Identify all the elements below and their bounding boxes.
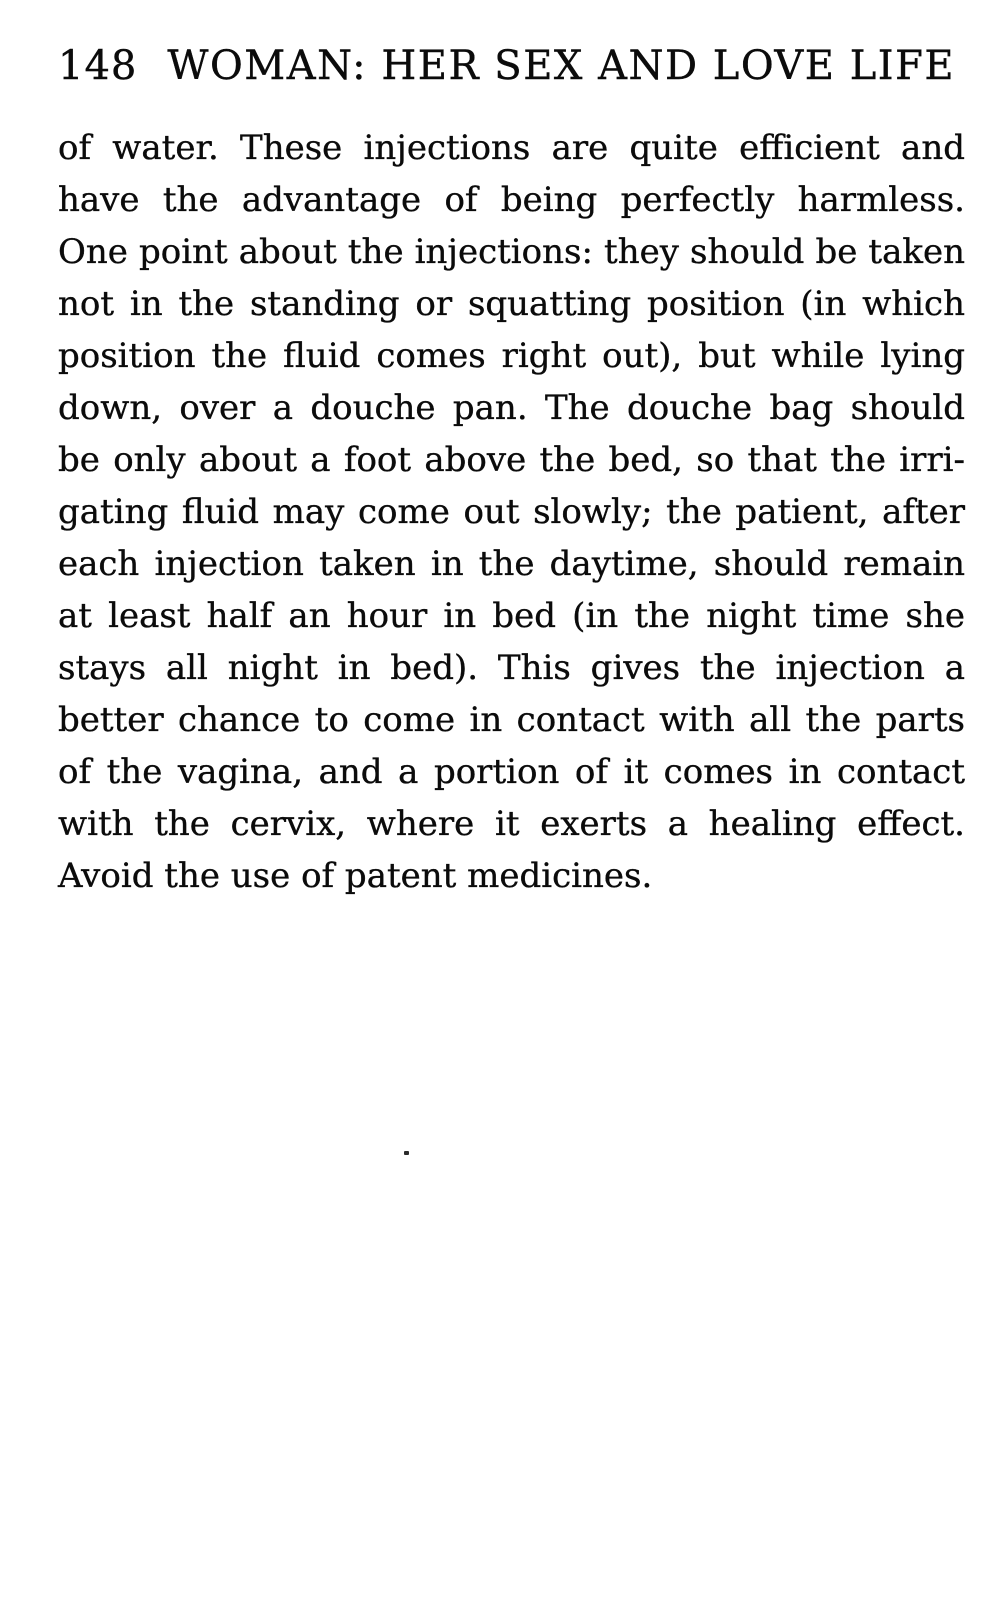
running-title: WOMAN: HER SEX AND LOVE LIFE [167,43,956,89]
text-line: gating fluid may come out slowly; the patient, after [58,492,965,532]
text-line: each injection taken in the daytime, should remain [58,544,965,584]
text-line: stays all night in bed). This gives the injection a [58,648,965,688]
text-line: at least half an hour in bed (in the night time she [58,596,965,636]
text-line: down, over a douche pan. The douche bag should [58,388,965,428]
text-line: have the advantage of being perfectly harmless. [58,180,965,220]
text-line: of water. These injections are quite efficient and [58,128,965,168]
ink-speck [404,1151,409,1155]
text-line: of the vagina, and a portion of it comes in contact [58,752,965,792]
text-line: be only about a foot above the bed, so that the irri- [58,440,965,480]
text-line: better chance to come in contact with all the parts [58,700,965,740]
text-line: One point about the injections: they should be taken [58,232,965,272]
text-line: Avoid the use of patent medicines. [58,856,653,896]
page-number: 148 [58,43,138,89]
text-line: position the fluid comes right out), but while lying [58,336,965,376]
text-line: with the cervix, where it exerts a healing effect. [58,804,965,844]
text-line: not in the standing or squatting position (in which [58,284,965,324]
paragraph [58,122,965,902]
running-header [58,43,965,89]
